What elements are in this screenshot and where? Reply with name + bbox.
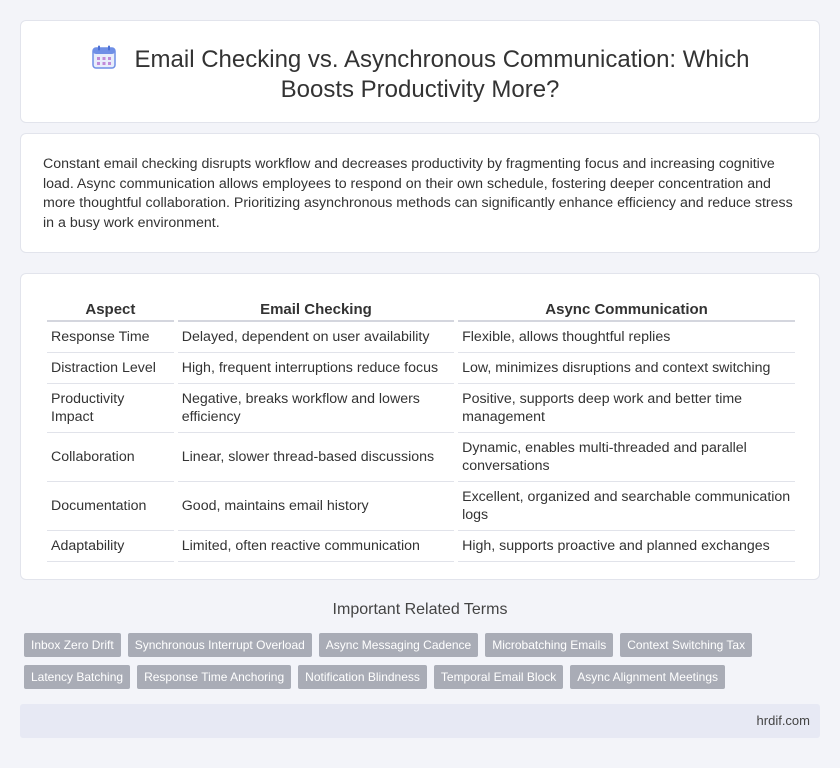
tag-microbatching-emails[interactable]: Microbatching Emails [485, 633, 613, 657]
header-async-communication: Async Communication [458, 294, 795, 322]
calendar-icon [91, 44, 117, 70]
row-aspect: Documentation [47, 482, 174, 531]
footer-site-link[interactable]: hrdif.com [756, 713, 810, 728]
row-async: Positive, supports deep work and better time management [458, 384, 795, 433]
tag-async-messaging-cadence[interactable]: Async Messaging Cadence [319, 633, 478, 657]
table-row [47, 384, 795, 433]
header-aspect: Aspect [47, 294, 174, 322]
tag-inbox-zero-drift[interactable]: Inbox Zero Drift [24, 633, 121, 657]
footer [20, 704, 820, 738]
tag-synchronous-interrupt-overload[interactable]: Synchronous Interrupt Overload [128, 633, 312, 657]
table-row [47, 482, 795, 531]
tag-response-time-anchoring[interactable]: Response Time Anchoring [137, 665, 291, 689]
table-row [47, 531, 795, 562]
table-row [47, 353, 795, 384]
comparison-table [43, 294, 799, 562]
tag-latency-batching[interactable]: Latency Batching [24, 665, 130, 689]
row-async: Excellent, organized and searchable communication logs [458, 482, 795, 531]
tag-notification-blindness[interactable]: Notification Blindness [298, 665, 427, 689]
related-terms-title: Important Related Terms [332, 601, 508, 618]
header-email-checking: Email Checking [178, 294, 454, 322]
page-title-wrap [51, 44, 789, 105]
row-email: Negative, breaks workflow and lowers efficiency [178, 384, 454, 433]
intro-paragraph: Constant email checking disrupts workflow and decreases productivity by fragmenting focus and increasing cognitive load. Async communication allows employees to respond on their own schedule, fostering deeper concentration and more thoughtful collaboration. Prioritizing asynchronous methods can significantly enhance efficiency and reduce stress in a busy work environment. [43, 156, 793, 231]
related-terms-tags [24, 633, 824, 697]
tag-temporal-email-block[interactable]: Temporal Email Block [434, 665, 563, 689]
row-async: High, supports proactive and planned exchanges [458, 531, 795, 562]
row-aspect: Distraction Level [47, 353, 174, 384]
intro-card [20, 133, 820, 253]
row-email: Linear, slower thread-based discussions [178, 433, 454, 482]
row-aspect: Productivity Impact [47, 384, 174, 433]
row-email: Delayed, dependent on user availability [178, 322, 454, 353]
comparison-table-card [20, 273, 820, 580]
tag-context-switching-tax[interactable]: Context Switching Tax [620, 633, 752, 657]
table-header-row [47, 294, 795, 322]
table-row [47, 322, 795, 353]
title-card [20, 20, 820, 123]
row-aspect: Adaptability [47, 531, 174, 562]
row-email: Limited, often reactive communication [178, 531, 454, 562]
tag-row [24, 665, 824, 689]
row-email: Good, maintains email history [178, 482, 454, 531]
table-row [47, 433, 795, 482]
row-async: Flexible, allows thoughtful replies [458, 322, 795, 353]
page-title: Email Checking vs. Asynchronous Communication: Which Boosts Productivity More? [134, 46, 750, 103]
row-async: Low, minimizes disruptions and context switching [458, 353, 795, 384]
row-aspect: Collaboration [47, 433, 174, 482]
tag-row [24, 633, 824, 657]
row-aspect: Response Time [47, 322, 174, 353]
row-async: Dynamic, enables multi-threaded and parallel conversations [458, 433, 795, 482]
row-email: High, frequent interruptions reduce focus [178, 353, 454, 384]
tag-async-alignment-meetings[interactable]: Async Alignment Meetings [570, 665, 725, 689]
